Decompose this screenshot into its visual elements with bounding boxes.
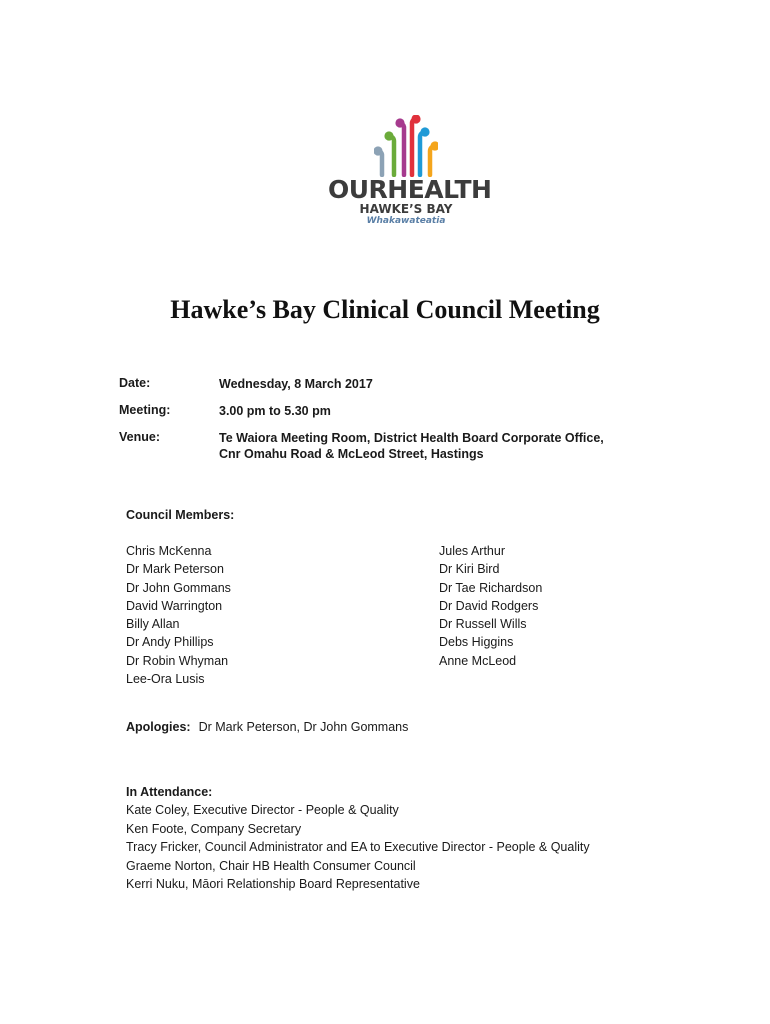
member-name: Lee-Ora Lusis	[126, 672, 205, 687]
member-name: Billy Allan	[126, 617, 180, 632]
date-label: Date:	[119, 376, 151, 390]
meeting-value: 3.00 pm to 5.30 pm	[219, 404, 331, 418]
council-members-right	[439, 542, 542, 670]
member-name: Debs Higgins	[439, 635, 514, 650]
logo-figure-head	[420, 127, 429, 136]
member-name: Chris McKenna	[126, 544, 212, 558]
member-name: Anne McLeod	[439, 653, 517, 668]
attendee: Graeme Norton, Chair HB Health Consumer Council	[126, 858, 416, 873]
council-members-heading: Council Members:	[126, 508, 235, 522]
apologies-label: Apologies:	[126, 720, 191, 734]
venue-line: Te Waiora Meeting Room, District Health Board Corporate Office,	[219, 431, 604, 445]
attendee: Ken Foote, Company Secretary	[126, 821, 302, 836]
venue-line: Cnr Omahu Road & McLeod Street, Hastings	[219, 447, 484, 461]
apologies-value: Dr Mark Peterson, Dr John Gommans	[198, 720, 409, 734]
venue-value	[219, 430, 639, 462]
logo-figures-icon	[374, 115, 438, 177]
member-name: Dr Russell Wills	[439, 617, 527, 632]
logo-figure-head	[395, 118, 404, 127]
logo-region: HAWKE’S BAY	[359, 202, 453, 216]
member-name: Dr John Gommans	[126, 580, 231, 595]
member-name: Jules Arthur	[439, 544, 506, 558]
meeting-label: Meeting:	[119, 403, 171, 417]
member-name: Dr Tae Richardson	[439, 580, 543, 595]
member-name: Dr David Rodgers	[439, 598, 539, 613]
member-name: Dr Robin Whyman	[126, 653, 229, 668]
attendee: Kate Coley, Executive Director - People & Quality	[126, 803, 399, 818]
attendee: Kerri Nuku, Māori Relationship Board Representative	[126, 876, 420, 891]
attendance-section	[126, 783, 590, 893]
logo-wordmark: OURHEALTH	[328, 175, 492, 204]
page-title: Hawke’s Bay Clinical Council Meeting	[170, 295, 600, 324]
attendee: Tracy Fricker, Council Administrator and EA to Executive Director - People & Quality	[126, 840, 590, 855]
member-name: Dr Andy Phillips	[126, 635, 214, 650]
member-name: Dr Kiri Bird	[439, 562, 500, 577]
member-name: David Warrington	[126, 598, 223, 613]
attendance-heading: In Attendance:	[126, 785, 213, 799]
venue-label: Venue:	[119, 430, 160, 444]
logo-figure-head	[384, 131, 393, 140]
logo-tagline: Whakawateatia	[366, 216, 446, 226]
member-name: Dr Mark Peterson	[126, 562, 224, 577]
ourhealth-logo	[328, 115, 492, 230]
apologies-row	[126, 720, 408, 734]
council-members-left	[126, 542, 231, 688]
date-value: Wednesday, 8 March 2017	[219, 377, 373, 391]
